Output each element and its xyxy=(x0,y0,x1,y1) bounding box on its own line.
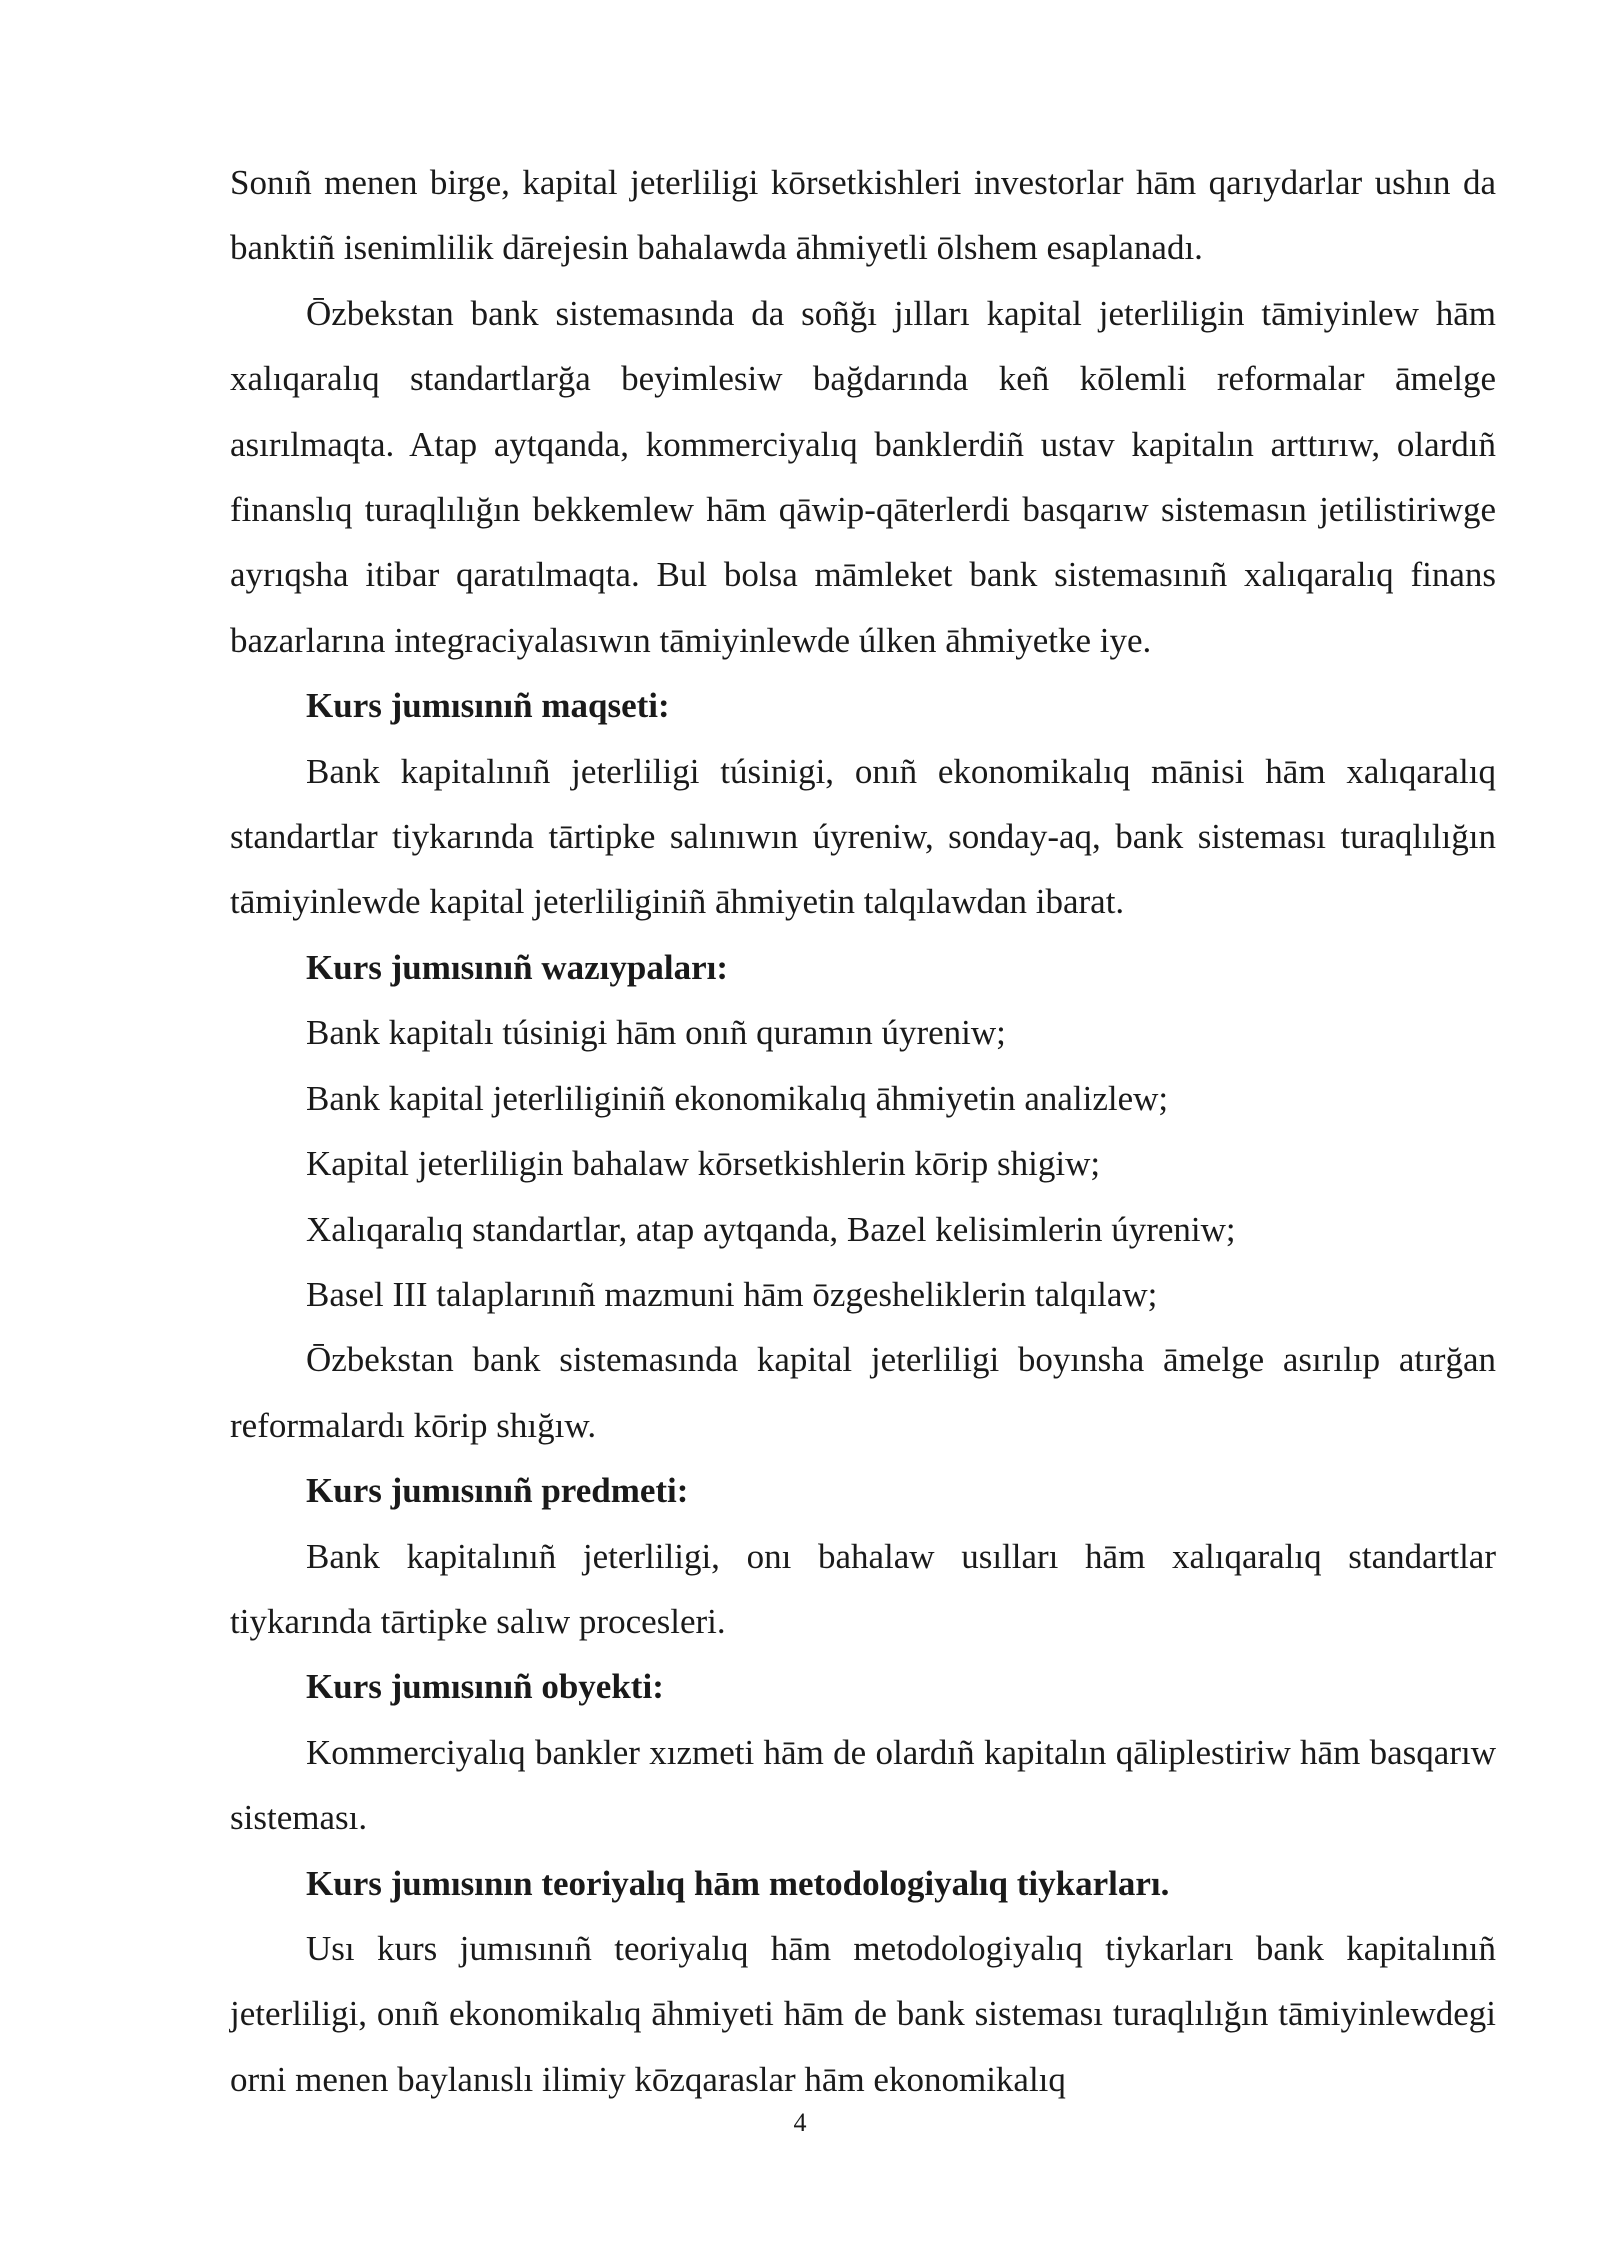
task-item: Bank kapital jeterliliginiñ ekonomikalıq āhmiyetin analizlew; xyxy=(306,1078,1169,1118)
paragraph-obyekti: Kommerciyalıq bankler xızmeti hām de olardıñ kapitalın qāliplestiriw hām basqarıw sisteması. xyxy=(230,1732,1496,1838)
paragraph-maqseti: Bank kapitalınıñ jeterliligi túsinigi, onıñ ekonomikalıq mānisi hām xalıqaralıq standartlar tiykarında tārtipke salınıwın úyreniw, sonday-aq, bank sisteması turaqlılığın tāmiyinlewde kapital jeterliliginiñ āhmiyetin talqılawdan ibarat. xyxy=(230,751,1496,922)
heading-maqseti: Kurs jumısınıñ maqseti: xyxy=(306,686,670,726)
task-item: Xalıqaralıq standartlar, atap aytqanda, Bazel kelisimlerin úyreniw; xyxy=(306,1209,1236,1249)
heading-tiykarları: Kurs jumısının teoriyalıq hām metodologiyalıq tiykarları. xyxy=(306,1863,1170,1903)
document-page xyxy=(230,150,1496,2112)
task-item: Basel III talaplarınıñ mazmuni hām ōzgesheliklerin talqılaw; xyxy=(306,1274,1158,1314)
task-item: Kapital jeterliligin bahalaw kōrsetkishlerin kōrip shigiw; xyxy=(306,1144,1101,1184)
paragraph-predmeti: Bank kapitalınıñ jeterliligi, onı bahalaw usılları hām xalıqaralıq standartlar tiykarında tārtipke salıw procesleri. xyxy=(230,1536,1496,1641)
paragraph-tiykarları: Usı kurs jumısınıñ teoriyalıq hām metodologiyalıq tiykarları bank kapitalınıñ jeterliligi, onıñ ekonomikalıq āhmiyeti hām de bank sisteması turaqlılığın tāmiyinlewdegi orni menen baylanıslı ilimiy kōzqaraslar hām ekonomikalıq xyxy=(230,1928,1496,2099)
heading-wazıypaları: Kurs jumısınıñ wazıypaları: xyxy=(306,947,728,987)
task-item: Bank kapitalı túsinigi hām onıñ quramın úyreniw; xyxy=(306,1013,1006,1053)
task-item: Ōzbekstan bank sistemasında kapital jeterliligi boyınsha āmelge asırılıp atırğan reformalardı kōrip shığıw. xyxy=(230,1340,1496,1445)
page-number: 4 xyxy=(793,2108,807,2137)
heading-obyekti: Kurs jumısınıñ obyekti: xyxy=(306,1667,664,1707)
paragraph-uzbekistan-reforms: Ōzbekstan bank sistemasında da soñğı jılları kapital jeterliligin tāmiyinlew hām xalıqaralıq standartlarğa beyimlesiw bağdarında keñ kōlemli reformalar āmelge asırılmaqta. Atap aytqanda, kommerciyalıq banklerdiñ ustav kapitalın arttırıw, olardıñ finanslıq turaqlılığın bekkemlew hām qāwip-qāterlerdi basqarıw sistemasın jetilistiriwge ayrıqsha itibar qaratılmaqta. Bul bolsa māmleket bank sistemasınıñ xalıqaralıq finans bazarlarına integraciyalasıwın tāmiyinlewde úlken āhmiyetke iye. xyxy=(230,293,1496,660)
paragraph-intro: Sonıñ menen birge, kapital jeterliligi kōrsetkishleri investorlar hām qarıydarlar ushın da banktiñ isenimlilik dārejesin bahalawda āhmiyetli ōlshem esaplanadı. xyxy=(230,163,1496,268)
heading-predmeti: Kurs jumısınıñ predmeti: xyxy=(306,1471,689,1511)
